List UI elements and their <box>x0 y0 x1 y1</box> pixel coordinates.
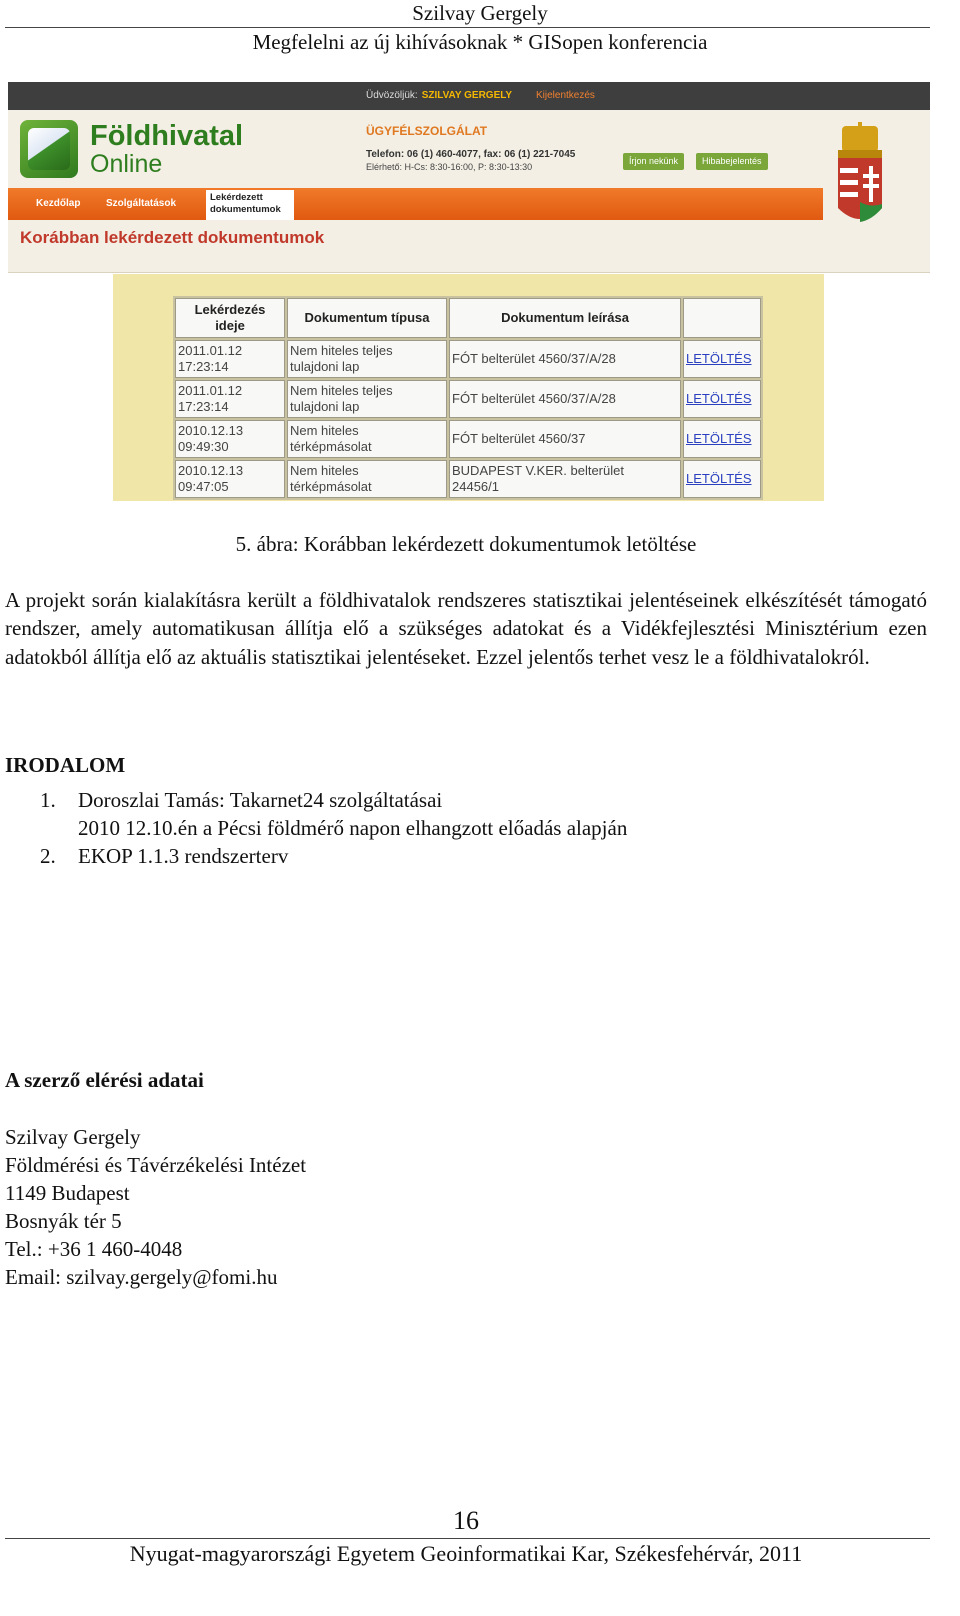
footer-divider <box>5 1538 930 1539</box>
figure-site-banner <box>8 82 930 273</box>
table-header-row <box>175 298 761 338</box>
cell-description: FÓT belterület 4560/37/A/28 <box>449 340 681 378</box>
cell-date: 2011.01.12 17:23:14 <box>175 340 285 378</box>
references-heading: IRODALOM <box>5 753 126 777</box>
author-contact-heading: A szerző elérési adatai <box>5 1068 204 1092</box>
header-divider <box>5 27 930 28</box>
body-paragraph: A projekt során kialakításra került a földhivatalok rendszeres statisztikai jelentéseinek elkészítését támogató rendszer, amely automatikusan állítja elő a szükséges adatokat és a Vidékfejlesztési Minisztérium ezen adatokból állítja elő az aktuális statisztikai jelentéseket. Ezzel jelentős terhet vesz le a földhivatalokról. <box>5 588 927 669</box>
download-link: LETÖLTÉS <box>683 340 761 378</box>
breadcrumb-home: Kezdőlap <box>36 198 81 209</box>
contact-institute: Földmérési és Távérzékelési Intézet <box>5 1153 307 1177</box>
reference-number: 2. <box>40 844 56 868</box>
column-header-date: Lekérdezés ideje <box>175 298 285 338</box>
table-row <box>175 340 761 378</box>
cell-description: FÓT belterület 4560/37 <box>449 420 681 458</box>
reference-text: Doroszlai Tamás: Takarnet24 szolgáltatásai <box>78 788 443 812</box>
cell-description: BUDAPEST V.KER. belterület 24456/1 <box>449 460 681 498</box>
contact-name: Szilvay Gergely <box>5 1125 141 1149</box>
contact-city: 1149 Budapest <box>5 1181 130 1205</box>
cell-type: Nem hiteles teljes tulajdoni lap <box>287 340 447 378</box>
running-header-conference: Megfelelni az új kihívásoknak * GISopen konferencia <box>252 30 708 54</box>
service-title: ÜGYFÉLSZOLGÁLAT <box>366 124 488 138</box>
cell-date: 2010.12.13 09:49:30 <box>175 420 285 458</box>
running-header-author: Szilvay Gergely <box>412 1 548 25</box>
breadcrumb-current: Lekérdezett dokumentumok <box>206 190 294 220</box>
logout-link: Kijelentkezés <box>536 90 595 101</box>
breadcrumb-services: Szolgáltatások <box>106 198 177 209</box>
error-report-button: Hibabejelentés <box>696 153 768 170</box>
site-topbar <box>8 82 930 110</box>
user-name: SZILVAY GERGELY <box>421 90 513 101</box>
cell-date: 2010.12.13 09:47:05 <box>175 460 285 498</box>
table-row <box>175 380 761 418</box>
reference-text: 2010 12.10.én a Pécsi földmérő napon elhangzott előadás alapján <box>78 816 628 840</box>
contact-email: Email: szilvay.gergely@fomi.hu <box>5 1265 278 1289</box>
service-hours: Elérhető: H-Cs: 8:30-16:00, P: 8:30-13:30 <box>366 162 533 172</box>
hungarian-coat-of-arms-icon <box>830 122 890 234</box>
column-header-description: Dokumentum leírása <box>449 298 681 338</box>
site-page-heading: Korábban lekérdezett dokumentumok <box>20 228 325 247</box>
reference-text: EKOP 1.1.3 rendszerterv <box>78 844 289 868</box>
cell-type: Nem hiteles térképmásolat <box>287 420 447 458</box>
service-phone: Telefon: 06 (1) 460-4077, fax: 06 (1) 221-7045 <box>366 149 576 160</box>
contact-us-button: Írjon nekünk <box>623 153 684 170</box>
logo-subtitle: Online <box>90 150 163 178</box>
column-header-type: Dokumentum típusa <box>287 298 447 338</box>
reference-number: 1. <box>40 788 56 812</box>
cell-type: Nem hiteles teljes tulajdoni lap <box>287 380 447 418</box>
cell-description: FÓT belterület 4560/37/A/28 <box>449 380 681 418</box>
cell-date: 2011.01.12 17:23:14 <box>175 380 285 418</box>
foldhivatal-logo-icon <box>20 120 78 178</box>
column-header-action <box>683 298 761 338</box>
download-link: LETÖLTÉS <box>683 460 761 498</box>
figure-caption: 5. ábra: Korábban lekérdezett dokumentumok letöltése <box>235 532 697 556</box>
documents-table <box>173 296 763 500</box>
welcome-text: Üdvözöljük: SZILVAY GERGELY <box>366 90 513 101</box>
cell-type: Nem hiteles térképmásolat <box>287 460 447 498</box>
table-row <box>175 420 761 458</box>
logo-title: Földhivatal <box>90 120 244 152</box>
download-link: LETÖLTÉS <box>683 420 761 458</box>
page-number: 16 <box>453 1506 479 1535</box>
site-navbar <box>8 188 823 220</box>
running-footer: Nyugat-magyarországi Egyetem Geoinformatikai Kar, Székesfehérvár, 2011 <box>129 1541 803 1566</box>
contact-street: Bosnyák tér 5 <box>5 1209 122 1233</box>
table-row <box>175 460 761 498</box>
figure-documents-table <box>113 274 824 501</box>
download-link: LETÖLTÉS <box>683 380 761 418</box>
contact-phone: Tel.: +36 1 460-4048 <box>5 1237 183 1261</box>
